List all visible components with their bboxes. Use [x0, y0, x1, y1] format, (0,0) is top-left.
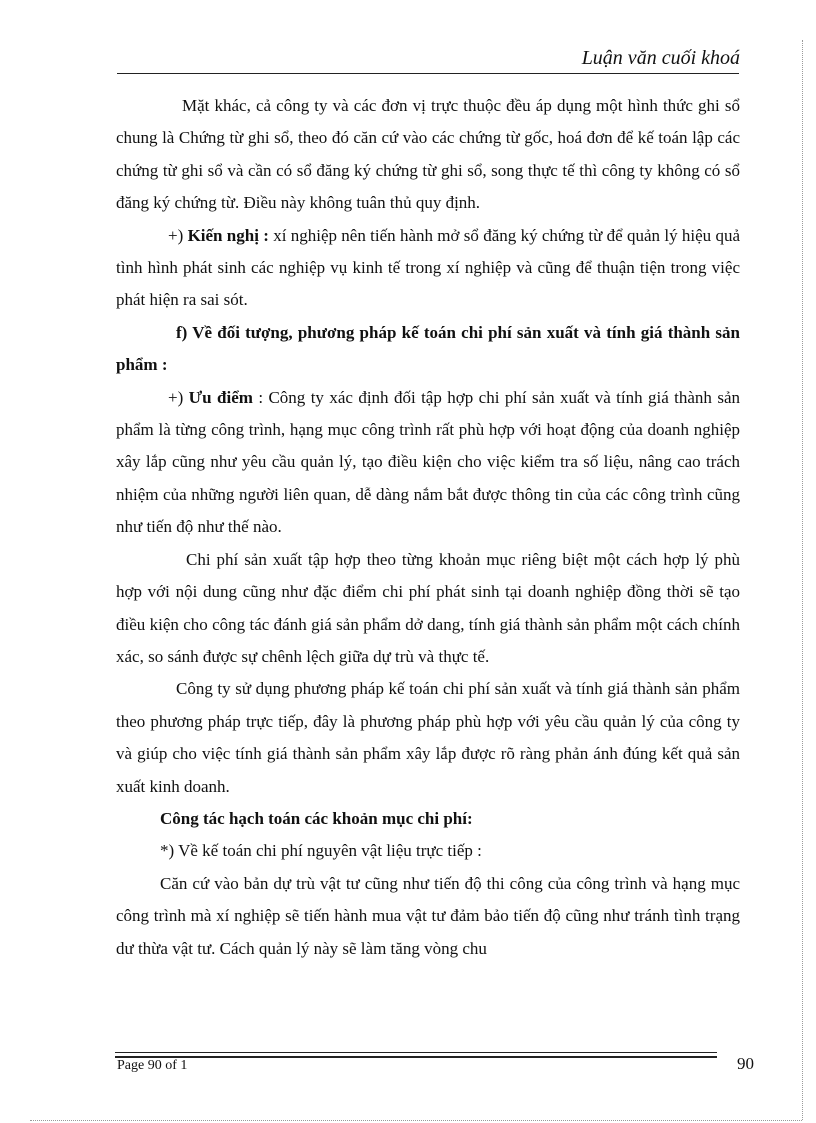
recommendation-prefix: +) [168, 225, 188, 245]
paragraph-cost-grouping: Chi phí sản xuất tập hợp theo từng khoản mục riêng biệt một cách hợp lý phù hợp với nội dung cũng như đặc điểm chi phí phát sinh tại doanh nghiệp đồng thời sẽ tạo điều kiện cho công tác đánh giá sản phẩm dở dang, tính giá thành sản phẩm một cách chính xác, so sánh được sự chênh lệch giữa dự trù và thực tế. [116, 549, 740, 666]
advantages-prefix: +) [168, 387, 189, 407]
header-rule [117, 73, 739, 74]
recommendation-label: Kiến nghị : [187, 225, 269, 245]
paragraph-method: Công ty sử dụng phương pháp kế toán chi phí sản xuất và tính giá thành sản phẩm theo phương pháp trực tiếp, đây là phương pháp phù hợp với yêu cầu quản lý của công ty và giúp cho việc tính giá thành sản phẩm xây lắp được rõ ràng phản ánh đúng kết quả sản xuất kinh doanh. [116, 679, 740, 796]
footer-page-number: 90 [737, 1054, 754, 1073]
footer-rule-thin [115, 1052, 717, 1053]
recommendation-text: xí nghiệp nên tiến hành mở sổ đăng ký chứng từ để quản lý hiệu quả tình hình phát sinh các nghiệp vụ kinh tế trong xí nghiệp và cũng để thuận tiện trong việc phát hiện ra sai sót. [116, 225, 740, 310]
footer-rule-thick [115, 1056, 717, 1058]
paragraph-advantages [116, 382, 740, 544]
paragraph-1: Mặt khác, cả công ty và các đơn vị trực thuộc đều áp dụng một hình thức ghi sổ chung là Chứng từ ghi sổ, theo đó căn cứ vào các chứng từ gốc, hoá đơn để kế toán lập các chứng từ ghi sổ và cần có sổ đăng ký chứng từ ghi sổ, song thực tế thì công ty không có sổ đăng ký chứng từ. Điều này không tuân thủ quy định. [116, 96, 740, 213]
advantages-label: Ưu điểm [188, 387, 253, 407]
heading-cost-accounting: Công tác hạch toán các khoản mục chi phí: [160, 808, 473, 828]
page-border-bottom [30, 1120, 802, 1121]
advantages-text: : Công ty xác định đối tập hợp chi phí sản xuất và tính giá thành sản phẩm là từng công trình, hạng mục công trình rất phù hợp với hoạt động của doanh nghiệp xây lắp cũng như yêu cầu quản lý, tạo điều kiện cho việc kiểm tra số liệu, nâng cao trách nhiệm của những người liên quan, dễ dàng nắm bắt được thông tin của các công trình cũng như tiến độ như thế nào. [116, 387, 740, 537]
body-text [116, 90, 740, 965]
paragraph-recommendation [116, 220, 740, 317]
page-border-right [802, 40, 803, 1120]
footer-page-label: Page 90 of 1 [117, 1058, 188, 1073]
section-heading-f: f) Về đối tượng, phương pháp kế toán chi phí sản xuất và tính giá thành sản phẩm : [116, 322, 740, 375]
paragraph-material-cost: Căn cứ vào bản dự trù vật tư cũng như tiến độ thi công của công trình và hạng mục công trình mà xí nghiệp sẽ tiến hành mua vật tư đảm bảo tiến độ cũng như tránh tình trạng dư thừa vật tư. Cách quản lý này sẽ làm tăng vòng chu [116, 873, 740, 958]
paragraph-material-cost-heading: *) Về kế toán chi phí nguyên vật liệu trực tiếp : [160, 841, 482, 861]
header-title: Luận văn cuối khoá [581, 47, 740, 69]
